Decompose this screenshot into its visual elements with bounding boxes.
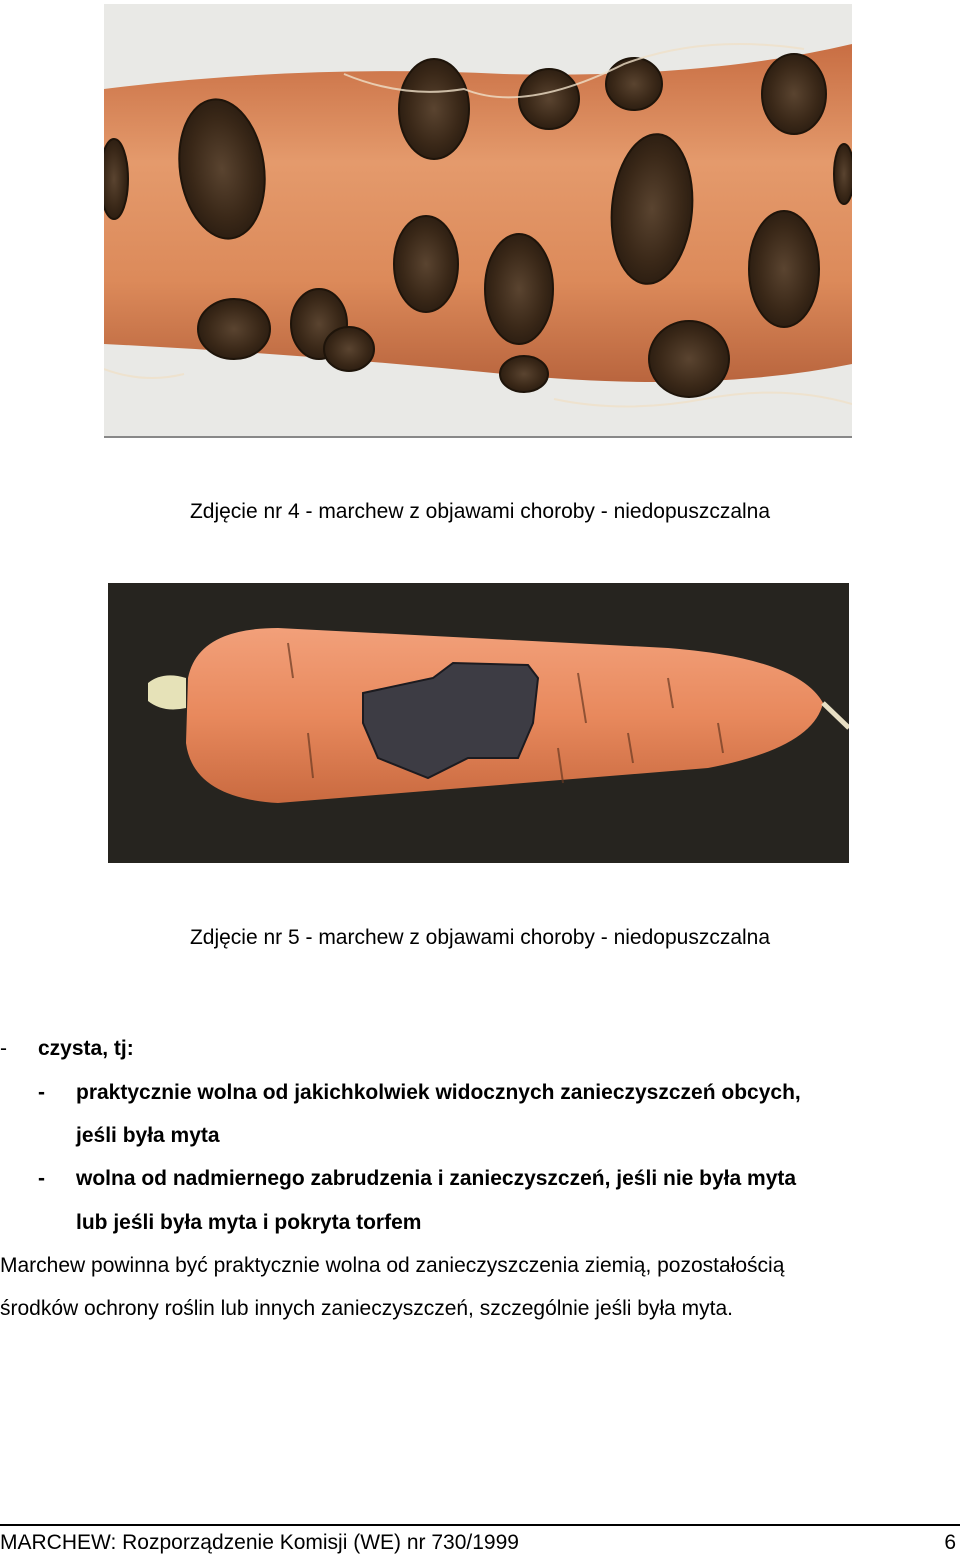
sublist-item-washed-line1: praktycznie wolna od jakichkolwiek widocznych zanieczyszczeń obcych, — [76, 1081, 801, 1104]
sublist-item-washed-line2: jeśli była myta — [76, 1124, 220, 1147]
sublist-item-unwashed-line1: wolna od nadmiernego zabrudzenia i zanieczyszczeń, jeśli nie była myta — [76, 1167, 797, 1190]
carrot-rot-image — [108, 583, 849, 863]
carrot-lesions-photo — [104, 4, 852, 438]
carrot-lesions-image — [104, 4, 852, 438]
sublist-dash: - — [38, 1081, 45, 1104]
photo5-caption: Zdjęcie nr 5 - marchew z objawami choroby - niedopuszczalna — [189, 926, 771, 949]
footer-page-number: 6 — [944, 1531, 956, 1554]
photo4-caption: Zdjęcie nr 4 - marchew z objawami choroby - niedopuszczalna — [189, 500, 771, 523]
list-dash: - — [0, 1037, 7, 1060]
carrot-rot-photo — [108, 583, 849, 863]
footer-divider — [0, 1524, 960, 1526]
list-item-clean: czysta, tj: — [38, 1037, 134, 1060]
sublist-item-unwashed-line2: lub jeśli była myta i pokryta torfem — [76, 1211, 422, 1234]
paragraph-line2: środków ochrony roślin lub innych zanieczyszczeń, szczególnie jeśli była myta. — [0, 1297, 733, 1320]
footer-document-title: MARCHEW: Rozporządzenie Komisji (WE) nr 730/1999 — [0, 1531, 519, 1554]
sublist-dash: - — [38, 1167, 45, 1190]
paragraph-line1: Marchew powinna być praktycznie wolna od zanieczyszczenia ziemią, pozostałością — [0, 1254, 785, 1277]
